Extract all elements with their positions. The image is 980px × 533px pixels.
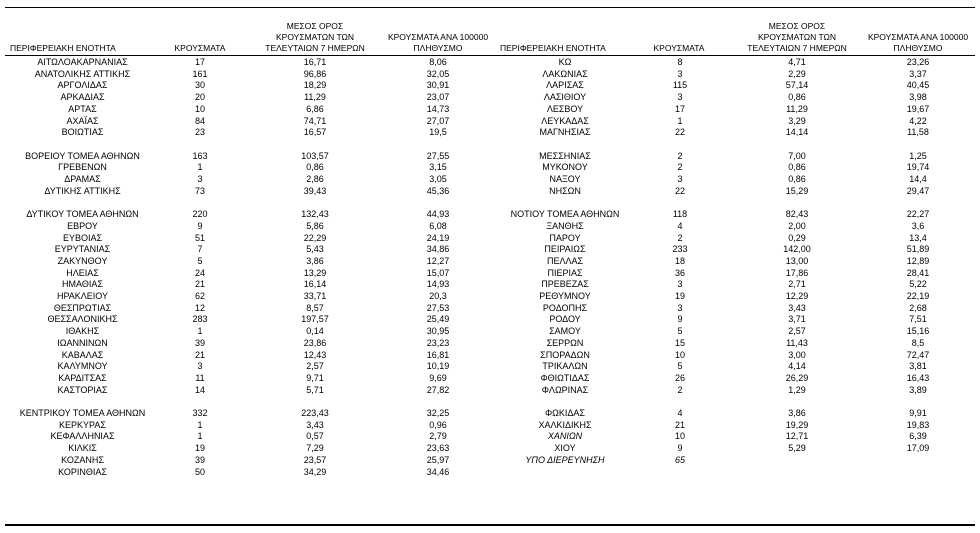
avg7-value: 0,86	[788, 174, 806, 184]
avg7-value: 12,43	[303, 349, 327, 360]
per100k-value: 6,39	[909, 431, 927, 442]
cases-value: 10	[194, 103, 205, 114]
per100k-value: 15,16	[906, 326, 930, 337]
avg7-value: 34,29	[303, 466, 327, 477]
per100k-value: 20,3	[429, 291, 447, 301]
header-region-left	[10, 14, 170, 54]
region-name: ΗΛΕΙΑΣ	[66, 267, 99, 278]
per100k-value: 44,93	[426, 209, 450, 220]
avg7-value: 5,71	[306, 384, 324, 395]
avg7-value: 16,71	[303, 57, 327, 67]
avg7-value: 13,29	[303, 267, 327, 278]
region-name: ΖΑΚΥΝΘΟΥ	[57, 255, 108, 266]
cases-value: 84	[194, 115, 205, 126]
header-per100k-line1: ΚΡΟΥΣΜΑΤΑ ΑΝΑ 100000	[867, 32, 969, 42]
avg7-value: 0,14	[306, 326, 324, 337]
per100k-value: 1,25	[909, 150, 927, 161]
region-name: ΧΑΝΙΩΝ	[547, 431, 583, 442]
region-name: ΞΑΝΘΗΣ	[546, 220, 584, 231]
cases-value: 21	[674, 419, 685, 430]
per100k-value: 32,05	[426, 68, 450, 79]
per100k-value: 32,25	[426, 408, 450, 418]
per100k-value: 14,4	[909, 174, 927, 184]
region-name: ΛΕΣΒΟΥ	[546, 103, 584, 114]
per100k-value: 7,51	[909, 314, 927, 325]
per100k-value: 3,37	[909, 68, 927, 79]
per100k-value: 22,19	[906, 291, 930, 301]
region-name: ΡΟΔΟΥ	[549, 314, 581, 325]
per100k-value: 23,63	[426, 443, 450, 454]
avg7-value: 4,14	[788, 361, 806, 372]
per100k-value: 3,15	[429, 162, 447, 173]
per100k-value: 3,89	[909, 384, 927, 395]
cases-value: 2	[677, 150, 683, 161]
region-name: ΡΕΘΥΜΝΟΥ	[539, 291, 591, 301]
cases-value: 3	[677, 302, 683, 313]
per100k-value: 27,55	[426, 150, 450, 161]
cases-value: 18	[674, 255, 685, 266]
avg7-value: 13,00	[785, 255, 809, 266]
cases-value: 12	[194, 302, 205, 313]
cases-value: 3	[677, 279, 683, 290]
per100k-value: 23,23	[426, 337, 450, 348]
region-name: ΚΑΣΤΟΡΙΑΣ	[57, 384, 108, 395]
cases-value: 65	[674, 454, 685, 465]
avg7-value: 0,86	[306, 162, 324, 173]
per100k-value: 27,07	[426, 115, 450, 126]
region-name: ΠΙΕΡΙΑΣ	[547, 267, 583, 278]
region-name: ΚΩ	[558, 57, 572, 67]
avg7-value: 23,86	[303, 337, 327, 348]
cases-value: 1	[197, 431, 203, 442]
cases-value: 22	[674, 127, 685, 138]
per100k-value: 8,06	[429, 57, 447, 67]
per100k-value: 19,5	[429, 127, 447, 138]
header-region-text: ΠΕΡΙΦΕΡΕΙΑΚΗ ΕΝΟΤΗΤΑ	[10, 43, 116, 53]
cases-value: 11	[195, 372, 205, 383]
per100k-value: 2,79	[429, 431, 447, 442]
avg7-value: 2,00	[788, 220, 806, 231]
cases-value: 24	[194, 267, 205, 278]
region-name: ΦΛΩΡΙΝΑΣ	[541, 384, 589, 395]
region-name: ΕΒΡΟΥ	[67, 220, 98, 231]
per100k-value: 2,68	[909, 302, 927, 313]
bottom-rule	[5, 524, 975, 526]
region-name: ΗΜΑΘΙΑΣ	[62, 279, 103, 290]
avg7-value: 197,57	[301, 314, 329, 325]
per100k-value: 27,82	[426, 384, 450, 395]
avg7-value: 132,43	[301, 209, 329, 220]
region-name: ΗΡΑΚΛΕΙΟΥ	[56, 291, 109, 301]
region-name: ΦΩΚΙΔΑΣ	[545, 408, 585, 418]
cases-value: 4	[677, 408, 683, 418]
region-name: ΙΩΑΝΝΙΝΩΝ	[57, 337, 108, 348]
avg7-value: 3,00	[788, 349, 806, 360]
per100k-value: 10,19	[426, 361, 450, 372]
region-name: ΑΡΤΑΣ	[68, 103, 97, 114]
per100k-value: 27,53	[426, 302, 450, 313]
region-name: ΑΙΤΩΛΟΑΚΑΡΝΑΝΙΑΣ	[37, 57, 128, 67]
header-avg-line1: ΜΕΣΟΣ ΟΡΟΣ	[768, 21, 826, 31]
avg7-value: 18,29	[303, 80, 327, 91]
header-per100k-line1: ΚΡΟΥΣΜΑΤΑ ΑΝΑ 100000	[387, 32, 489, 42]
per100k-value: 23,07	[426, 92, 450, 103]
cases-value: 73	[194, 185, 205, 196]
avg7-value: 19,29	[785, 419, 809, 430]
avg7-value: 3,43	[306, 419, 324, 430]
per100k-value: 3,05	[429, 174, 447, 184]
cases-value: 26	[674, 372, 685, 383]
header-avg-right	[737, 14, 857, 54]
region-name: ΜΑΓΝΗΣΙΑΣ	[539, 127, 591, 138]
per100k-value: 30,95	[426, 326, 450, 337]
region-name: ΚΕΦΑΛΛΗΝΙΑΣ	[50, 431, 115, 442]
cases-value: 7	[197, 244, 203, 255]
avg7-value: 12,71	[785, 431, 809, 442]
avg7-value: 5,29	[788, 443, 806, 454]
avg7-value: 9,71	[306, 372, 324, 383]
region-name: ΕΥΒΟΙΑΣ	[62, 232, 103, 243]
avg7-value: 16,14	[303, 279, 327, 290]
cases-value: 233	[672, 244, 688, 255]
cases-value: 2	[677, 384, 683, 395]
per100k-value: 22,27	[906, 209, 930, 220]
region-name: ΘΕΣΣΑΛΟΝΙΚΗΣ	[47, 314, 118, 325]
region-name: ΣΠΟΡΑΔΩΝ	[540, 349, 590, 360]
cases-value: 5	[197, 255, 203, 266]
region-name: ΑΝΑΤΟΛΙΚΗΣ ΑΤΤΙΚΗΣ	[34, 68, 131, 79]
avg7-value: 2,57	[788, 326, 806, 337]
region-name: ΚΑΒΑΛΑΣ	[61, 349, 104, 360]
per100k-value: 12,89	[906, 255, 930, 266]
per100k-value: 25,97	[426, 454, 450, 465]
cases-value: 39	[194, 454, 205, 465]
region-name: ΤΡΙΚΑΛΩΝ	[542, 361, 588, 372]
region-name: ΓΡΕΒΕΝΩΝ	[58, 162, 107, 173]
per100k-value: 30,91	[426, 80, 450, 91]
cases-value: 163	[192, 150, 208, 161]
header-per100k-right	[858, 14, 978, 54]
per100k-value: 19,74	[906, 162, 930, 173]
cases-value: 1	[197, 162, 203, 173]
region-name: ΙΘΑΚΗΣ	[65, 326, 100, 337]
per100k-value: 3,81	[909, 361, 927, 372]
cases-value: 3	[197, 174, 203, 184]
cases-value: 332	[192, 408, 208, 418]
per100k-value: 0,96	[429, 419, 447, 430]
per100k-value: 5,22	[909, 279, 927, 290]
region-name: ΚΟΡΙΝΘΙΑΣ	[58, 466, 107, 477]
header-region-text: ΠΕΡΙΦΕΡΕΙΑΚΗ ΕΝΟΤΗΤΑ	[500, 43, 606, 53]
per100k-value: 51,89	[906, 244, 930, 255]
cases-value: 20	[194, 92, 205, 103]
cases-value: 17	[674, 103, 685, 114]
avg7-value: 3,86	[788, 408, 806, 418]
cases-value: 23	[194, 127, 205, 138]
region-name: ΠΕΙΡΑΙΩΣ	[544, 244, 586, 255]
per100k-value: 19,83	[906, 419, 930, 430]
per100k-value: 72,47	[906, 349, 930, 360]
header-avg-line3: ΤΕΛΕΥΤΑΙΩΝ 7 ΗΜΕΡΩΝ	[265, 43, 365, 53]
avg7-value: 4,71	[788, 57, 806, 67]
cases-value: 14	[194, 384, 205, 395]
cases-value: 19	[674, 291, 685, 301]
region-name: ΕΥΡΥΤΑΝΙΑΣ	[54, 244, 111, 255]
header-avg-line2: ΚΡΟΥΣΜΑΤΩΝ ΤΩΝ	[276, 32, 354, 42]
header-per100k-line2: ΠΛΗΘΥΣΜΟ	[413, 43, 463, 53]
per100k-value: 3,98	[909, 92, 927, 103]
header-avg-line1: ΜΕΣΟΣ ΟΡΟΣ	[286, 21, 344, 31]
cases-value: 118	[672, 209, 688, 220]
per100k-value: 14,93	[426, 279, 450, 290]
header-rule	[5, 55, 975, 56]
region-name: ΔΥΤΙΚΗΣ ΑΤΤΙΚΗΣ	[44, 185, 121, 196]
cases-value: 3	[677, 174, 683, 184]
cases-value: 36	[674, 267, 685, 278]
cases-value: 9	[677, 443, 683, 454]
avg7-value: 3,86	[306, 255, 324, 266]
avg7-value: 12,29	[785, 291, 809, 301]
avg7-value: 3,71	[788, 314, 806, 325]
cases-value: 51	[194, 232, 205, 243]
avg7-value: 17,86	[785, 267, 809, 278]
cases-value: 9	[677, 314, 683, 325]
per100k-value: 19,67	[906, 103, 930, 114]
header-per100k-left	[378, 14, 498, 54]
per100k-value: 11,58	[907, 127, 929, 138]
cases-value: 220	[192, 209, 208, 220]
avg7-value: 11,29	[304, 92, 326, 103]
per100k-value: 3,6	[911, 220, 925, 231]
header-per100k-line2: ΠΛΗΘΥΣΜΟ	[893, 43, 943, 53]
region-name: ΘΕΣΠΡΩΤΙΑΣ	[53, 302, 112, 313]
per100k-value: 13,4	[909, 232, 927, 243]
per100k-value: 24,19	[426, 232, 450, 243]
region-name: ΠΑΡΟΥ	[549, 232, 581, 243]
cases-value: 115	[672, 80, 688, 91]
region-name: ΝΑΞΟΥ	[549, 174, 581, 184]
header-cases-text: ΚΡΟΥΣΜΑΤΑ	[174, 43, 226, 53]
region-name: ΚΙΛΚΙΣ	[68, 443, 97, 454]
cases-value: 10	[674, 431, 685, 442]
avg7-value: 15,29	[785, 185, 809, 196]
per100k-value: 34,46	[426, 466, 450, 477]
avg7-value: 0,86	[788, 162, 806, 173]
cases-value: 5	[677, 361, 683, 372]
cases-value: 10	[674, 349, 685, 360]
per100k-value: 28,41	[906, 267, 930, 278]
cases-value: 1	[197, 419, 203, 430]
cases-value: 1	[677, 115, 683, 126]
avg7-value: 2,71	[788, 279, 806, 290]
region-name: ΚΑΡΔΙΤΣΑΣ	[58, 372, 107, 383]
avg7-value: 223,43	[301, 408, 329, 418]
avg7-value: 3,43	[788, 302, 806, 313]
per100k-value: 6,08	[429, 220, 447, 231]
avg7-value: 8,57	[306, 302, 324, 313]
cases-value: 5	[677, 326, 683, 337]
header-cases-text: ΚΡΟΥΣΜΑΤΑ	[653, 43, 705, 53]
region-name: ΛΑΡΙΣΑΣ	[546, 80, 584, 91]
per100k-value: 17,09	[906, 443, 930, 454]
cases-value: 22	[674, 185, 685, 196]
top-rule	[5, 7, 975, 8]
cases-value: 1	[197, 326, 203, 337]
region-name: ΣΕΡΡΩΝ	[546, 337, 584, 348]
per100k-value: 14,73	[426, 103, 450, 114]
avg7-value: 39,43	[303, 185, 327, 196]
per100k-value: 23,26	[906, 57, 930, 67]
region-name: ΚΑΛΥΜΝΟΥ	[57, 361, 108, 372]
avg7-value: 96,86	[303, 68, 327, 79]
cases-value: 50	[194, 466, 205, 477]
region-name: ΛΑΣΙΘΙΟΥ	[543, 92, 587, 103]
region-name: ΝΟΤΙΟΥ ΤΟΜΕΑ ΑΘΗΝΩΝ	[510, 209, 620, 220]
cases-value: 3	[677, 92, 683, 103]
per100k-value: 40,45	[906, 80, 930, 91]
cases-value: 283	[192, 314, 208, 325]
cases-value: 2	[677, 162, 683, 173]
avg7-value: 7,29	[306, 443, 324, 454]
region-name: ΔΡΑΜΑΣ	[64, 174, 101, 184]
avg7-value: 103,57	[301, 150, 329, 161]
per100k-value: 9,69	[429, 372, 447, 383]
avg7-value: 82,43	[785, 209, 809, 220]
avg7-value: 5,86	[306, 220, 324, 231]
per100k-value: 12,27	[426, 255, 450, 266]
region-name: ΜΕΣΣΗΝΙΑΣ	[539, 150, 591, 161]
region-name: ΑΧΑΪΑΣ	[66, 115, 99, 126]
region-name: ΡΟΔΟΠΗΣ	[542, 302, 588, 313]
header-avg-left	[255, 14, 375, 54]
header-avg-line2: ΚΡΟΥΣΜΑΤΩΝ ΤΩΝ	[758, 32, 836, 42]
cases-value: 9	[197, 220, 203, 231]
region-name: ΧΑΛΚΙΔΙΚΗΣ	[538, 419, 592, 430]
region-name: ΚΕΡΚΥΡΑΣ	[59, 419, 106, 430]
cases-value: 4	[677, 220, 683, 231]
avg7-value: 57,14	[785, 80, 809, 91]
region-name: ΚΟΖΑΝΗΣ	[61, 454, 104, 465]
avg7-value: 1,29	[788, 384, 806, 395]
cases-value: 19	[194, 443, 205, 454]
header-avg-line3: ΤΕΛΕΥΤΑΙΩΝ 7 ΗΜΕΡΩΝ	[747, 43, 847, 53]
header-cases-left	[170, 14, 230, 54]
region-name: ΜΥΚΟΝΟΥ	[542, 162, 588, 173]
avg7-value: 22,29	[303, 232, 327, 243]
avg7-value: 5,43	[306, 244, 324, 255]
header-cases-right	[648, 14, 710, 54]
region-name: ΒΟΡΕΙΟΥ ΤΟΜΕΑ ΑΘΗΝΩΝ	[25, 150, 140, 161]
per100k-value: 9,91	[909, 408, 927, 418]
region-name: ΒΟΙΩΤΙΑΣ	[61, 127, 104, 138]
per100k-value: 8,5	[911, 337, 925, 348]
avg7-value: 23,57	[303, 454, 327, 465]
cases-value: 8	[677, 57, 683, 67]
avg7-value: 11,29	[786, 103, 808, 114]
per100k-value: 16,81	[426, 349, 450, 360]
avg7-value: 6,86	[306, 103, 324, 114]
region-name: ΣΑΜΟΥ	[549, 326, 581, 337]
region-name: ΝΗΣΩΝ	[549, 185, 581, 196]
avg7-value: 16,57	[303, 127, 327, 138]
cases-value: 21	[194, 279, 205, 290]
cases-value: 30	[194, 80, 205, 91]
cases-value: 3	[197, 361, 203, 372]
header-region-right	[500, 14, 650, 54]
region-name: ΑΡΓΟΛΙΔΑΣ	[57, 80, 108, 91]
cases-value: 62	[194, 291, 205, 301]
cases-value: 3	[677, 68, 683, 79]
avg7-value: 26,29	[785, 372, 809, 383]
avg7-value: 2,29	[788, 68, 806, 79]
avg7-value: 0,57	[306, 431, 324, 442]
region-name: ΠΡΕΒΕΖΑΣ	[541, 279, 589, 290]
per100k-value: 25,49	[426, 314, 450, 325]
avg7-value: 3,29	[788, 115, 806, 126]
avg7-value: 33,71	[303, 291, 327, 301]
avg7-value: 2,57	[306, 361, 324, 372]
per100k-value: 16,43	[906, 372, 930, 383]
region-name: ΦΘΙΩΤΙΔΑΣ	[540, 372, 590, 383]
cases-value: 21	[194, 349, 205, 360]
region-name: ΛΕΥΚΑΔΑΣ	[541, 115, 589, 126]
cases-value: 39	[194, 337, 205, 348]
cases-value: 15	[674, 337, 685, 348]
region-name: ΔΥΤΙΚΟΥ ΤΟΜΕΑ ΑΘΗΝΩΝ	[26, 209, 139, 220]
avg7-value: 0,29	[788, 232, 806, 243]
per100k-value: 29,47	[906, 185, 930, 196]
per100k-value: 45,36	[426, 185, 450, 196]
avg7-value: 0,86	[788, 92, 806, 103]
region-name: ΑΡΚΑΔΙΑΣ	[60, 92, 105, 103]
per100k-value: 4,22	[909, 115, 927, 126]
cases-value: 161	[192, 68, 208, 79]
avg7-value: 14,14	[785, 127, 809, 138]
per100k-value: 34,86	[426, 244, 450, 255]
avg7-value: 142,00	[783, 244, 811, 255]
avg7-value: 11,43	[786, 337, 808, 348]
avg7-value: 74,71	[303, 115, 327, 126]
region-name: ΠΕΛΛΑΣ	[546, 255, 584, 266]
region-name: ΥΠΟ ΔΙΕΡΕΥΝΗΣΗ	[525, 454, 605, 465]
avg7-value: 2,86	[306, 174, 324, 184]
region-name: ΛΑΚΩΝΙΑΣ	[542, 68, 588, 79]
region-name: ΚΕΝΤΡΙΚΟΥ ΤΟΜΕΑ ΑΘΗΝΩΝ	[19, 408, 146, 418]
cases-value: 17	[194, 57, 205, 67]
region-name: ΧΙΟΥ	[554, 443, 576, 454]
avg7-value: 7,00	[788, 150, 806, 161]
per100k-value: 15,07	[426, 267, 450, 278]
cases-value: 2	[677, 232, 683, 243]
